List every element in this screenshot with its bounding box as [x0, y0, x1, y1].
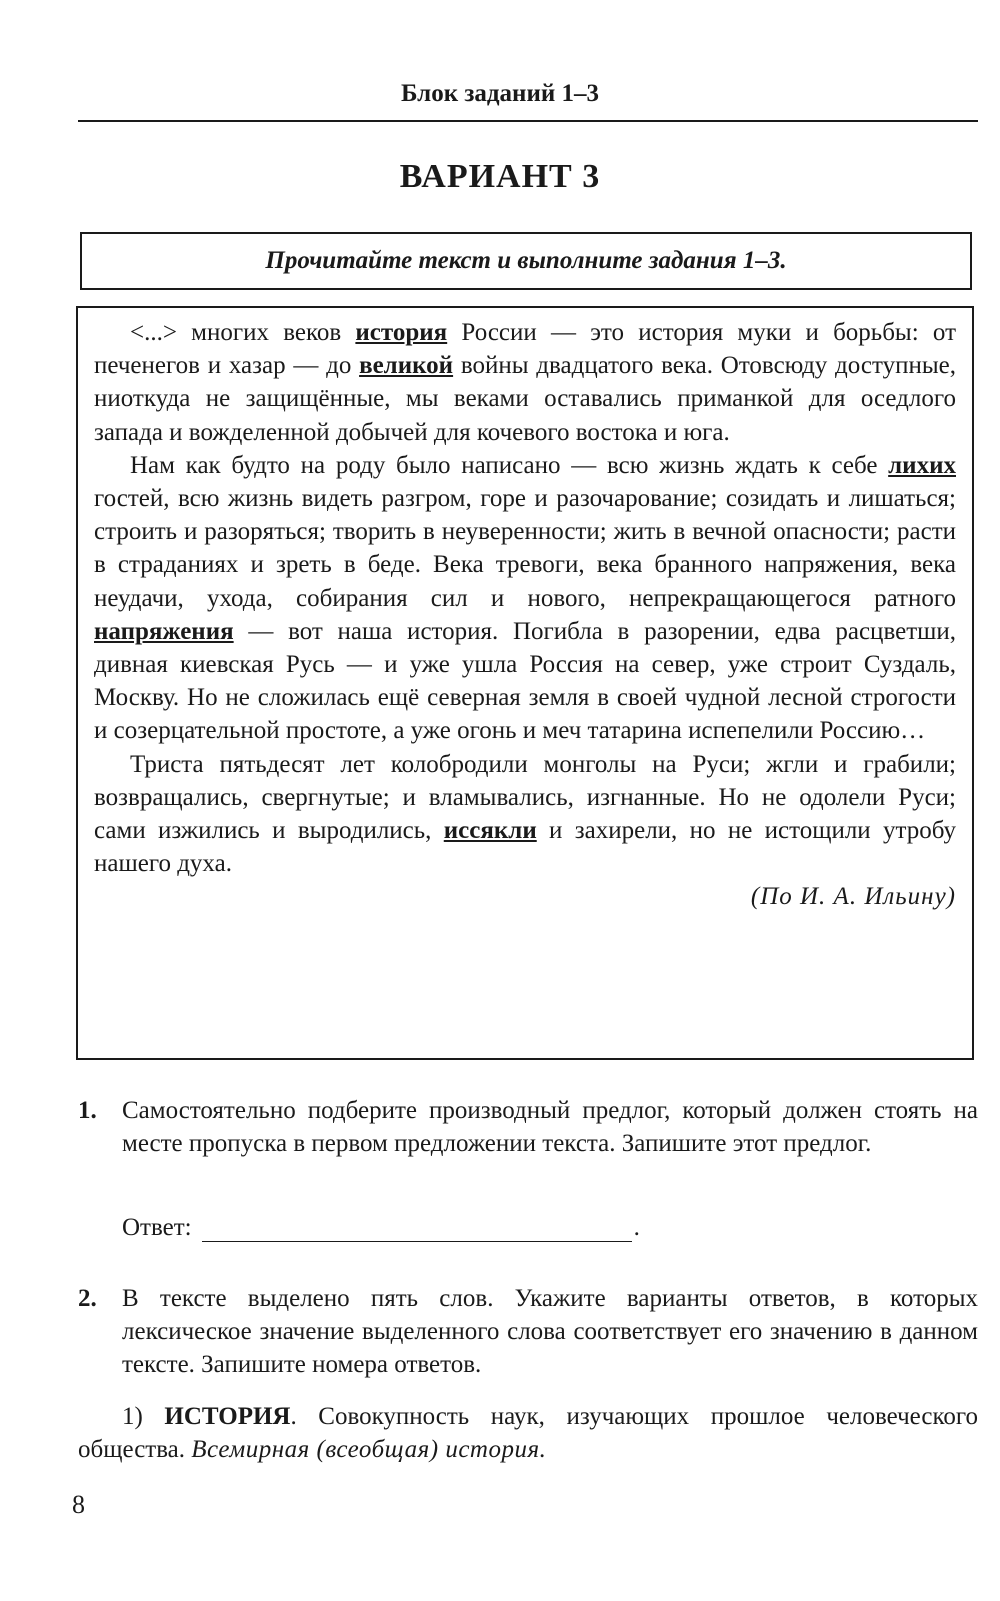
text-source: (По И. А. Ильину) — [750, 883, 956, 911]
answer-end-period: . — [633, 1214, 640, 1241]
option-1-number: 1) — [122, 1403, 143, 1430]
task-2 — [78, 1282, 978, 1382]
answer-label: Ответ: — [122, 1214, 192, 1241]
task-2-text: В тексте выделено пять слов. Укажите варианты ответов, в которых лексическое значение выделенного слова соответствует его значению в данном тексте. Запишите номера ответов. — [122, 1285, 978, 1379]
task-1-text: Самостоятельно подберите производный предлог, который должен стоять на месте пропуска в первом предложении текста. Запишите этот предлог. — [122, 1097, 978, 1158]
p3-part-b: и захирели, но не истощили утробу нашего духа. — [94, 817, 957, 878]
p3-part-a: Триста пятьдесят лет колобродили монголы на Руси; жгли и грабили; возвращались, свергнутые; и вламывались, изгнанные. Но не одолели Руси; сами изжились и выродились, — [94, 750, 956, 845]
option-1-word: ИСТОРИЯ — [164, 1403, 291, 1430]
keyword-issyakli: иссякли — [443, 817, 537, 845]
reading-text-box — [76, 306, 974, 1060]
text-paragraph-1 — [94, 316, 956, 449]
instruction-text: Прочитайте текст и выполните задания 1–3. — [265, 247, 787, 274]
task-1-number: 1. — [78, 1097, 97, 1124]
page-number: 8 — [72, 1490, 85, 1519]
header-divider — [78, 120, 978, 122]
p1-part-b: России — это история муки и борьбы: от печенегов и хазар — до — [94, 319, 956, 380]
option-1-definition: . Совокупность наук, изучающих прошлое человеческого общества. — [78, 1403, 978, 1464]
text-paragraph-2 — [94, 449, 956, 748]
p1-part-c: войны двадцатого века. Отовсюду доступные, ниоткуда не защищённые, мы веками оставались приманкой для оседлого запада и вожделенной добычей для кочевого востока и юга. — [94, 352, 956, 446]
text-paragraph-3 — [94, 748, 956, 881]
p1-part-a: <...> многих веков — [130, 319, 356, 346]
task-2-number: 2. — [78, 1285, 97, 1312]
task-1-answer — [122, 1214, 640, 1242]
block-title: Блок заданий 1–3 — [400, 80, 600, 107]
task-1 — [78, 1094, 978, 1160]
variant-title: ВАРИАНТ 3 — [399, 158, 601, 195]
p2-part-a: Нам как будто на роду было написано — всю жизнь ждать к себе — [130, 451, 889, 479]
keyword-likhikh: лихих — [888, 451, 956, 479]
p2-part-c: — вот наша история. Погибла в разорении, едва расцветши, дивная киевская Русь — и уже ушла Россия на север, уже строит Суздаль, Москву. Но не сложилась ещё северная земля в своей чудной лесной строгости и созерцательной простоте, а уже огонь и меч татарина испепелили Россию… — [94, 617, 956, 745]
p2-part-b: гостей, всю жизнь видеть разгром, горе и разочарование; созидать и лишаться; строить и разоряться; творить в неуверенности; жить в вечной опасности; расти в страданиях и зреть в беде. Века тревоги, века бранного напряжения, века неудачи, ухода, собирания сил и нового, непрекращающегося ратного — [94, 485, 956, 612]
task-2-option-1 — [78, 1400, 978, 1466]
keyword-napryazheniya: напряжения — [94, 617, 234, 645]
option-1-example: Всемирная (всеобщая) история. — [191, 1436, 547, 1464]
answer-blank-field[interactable] — [202, 1215, 632, 1242]
keyword-istoriya: история — [355, 319, 448, 346]
keyword-velikoy: великой — [359, 352, 454, 380]
instruction-box — [80, 232, 972, 290]
